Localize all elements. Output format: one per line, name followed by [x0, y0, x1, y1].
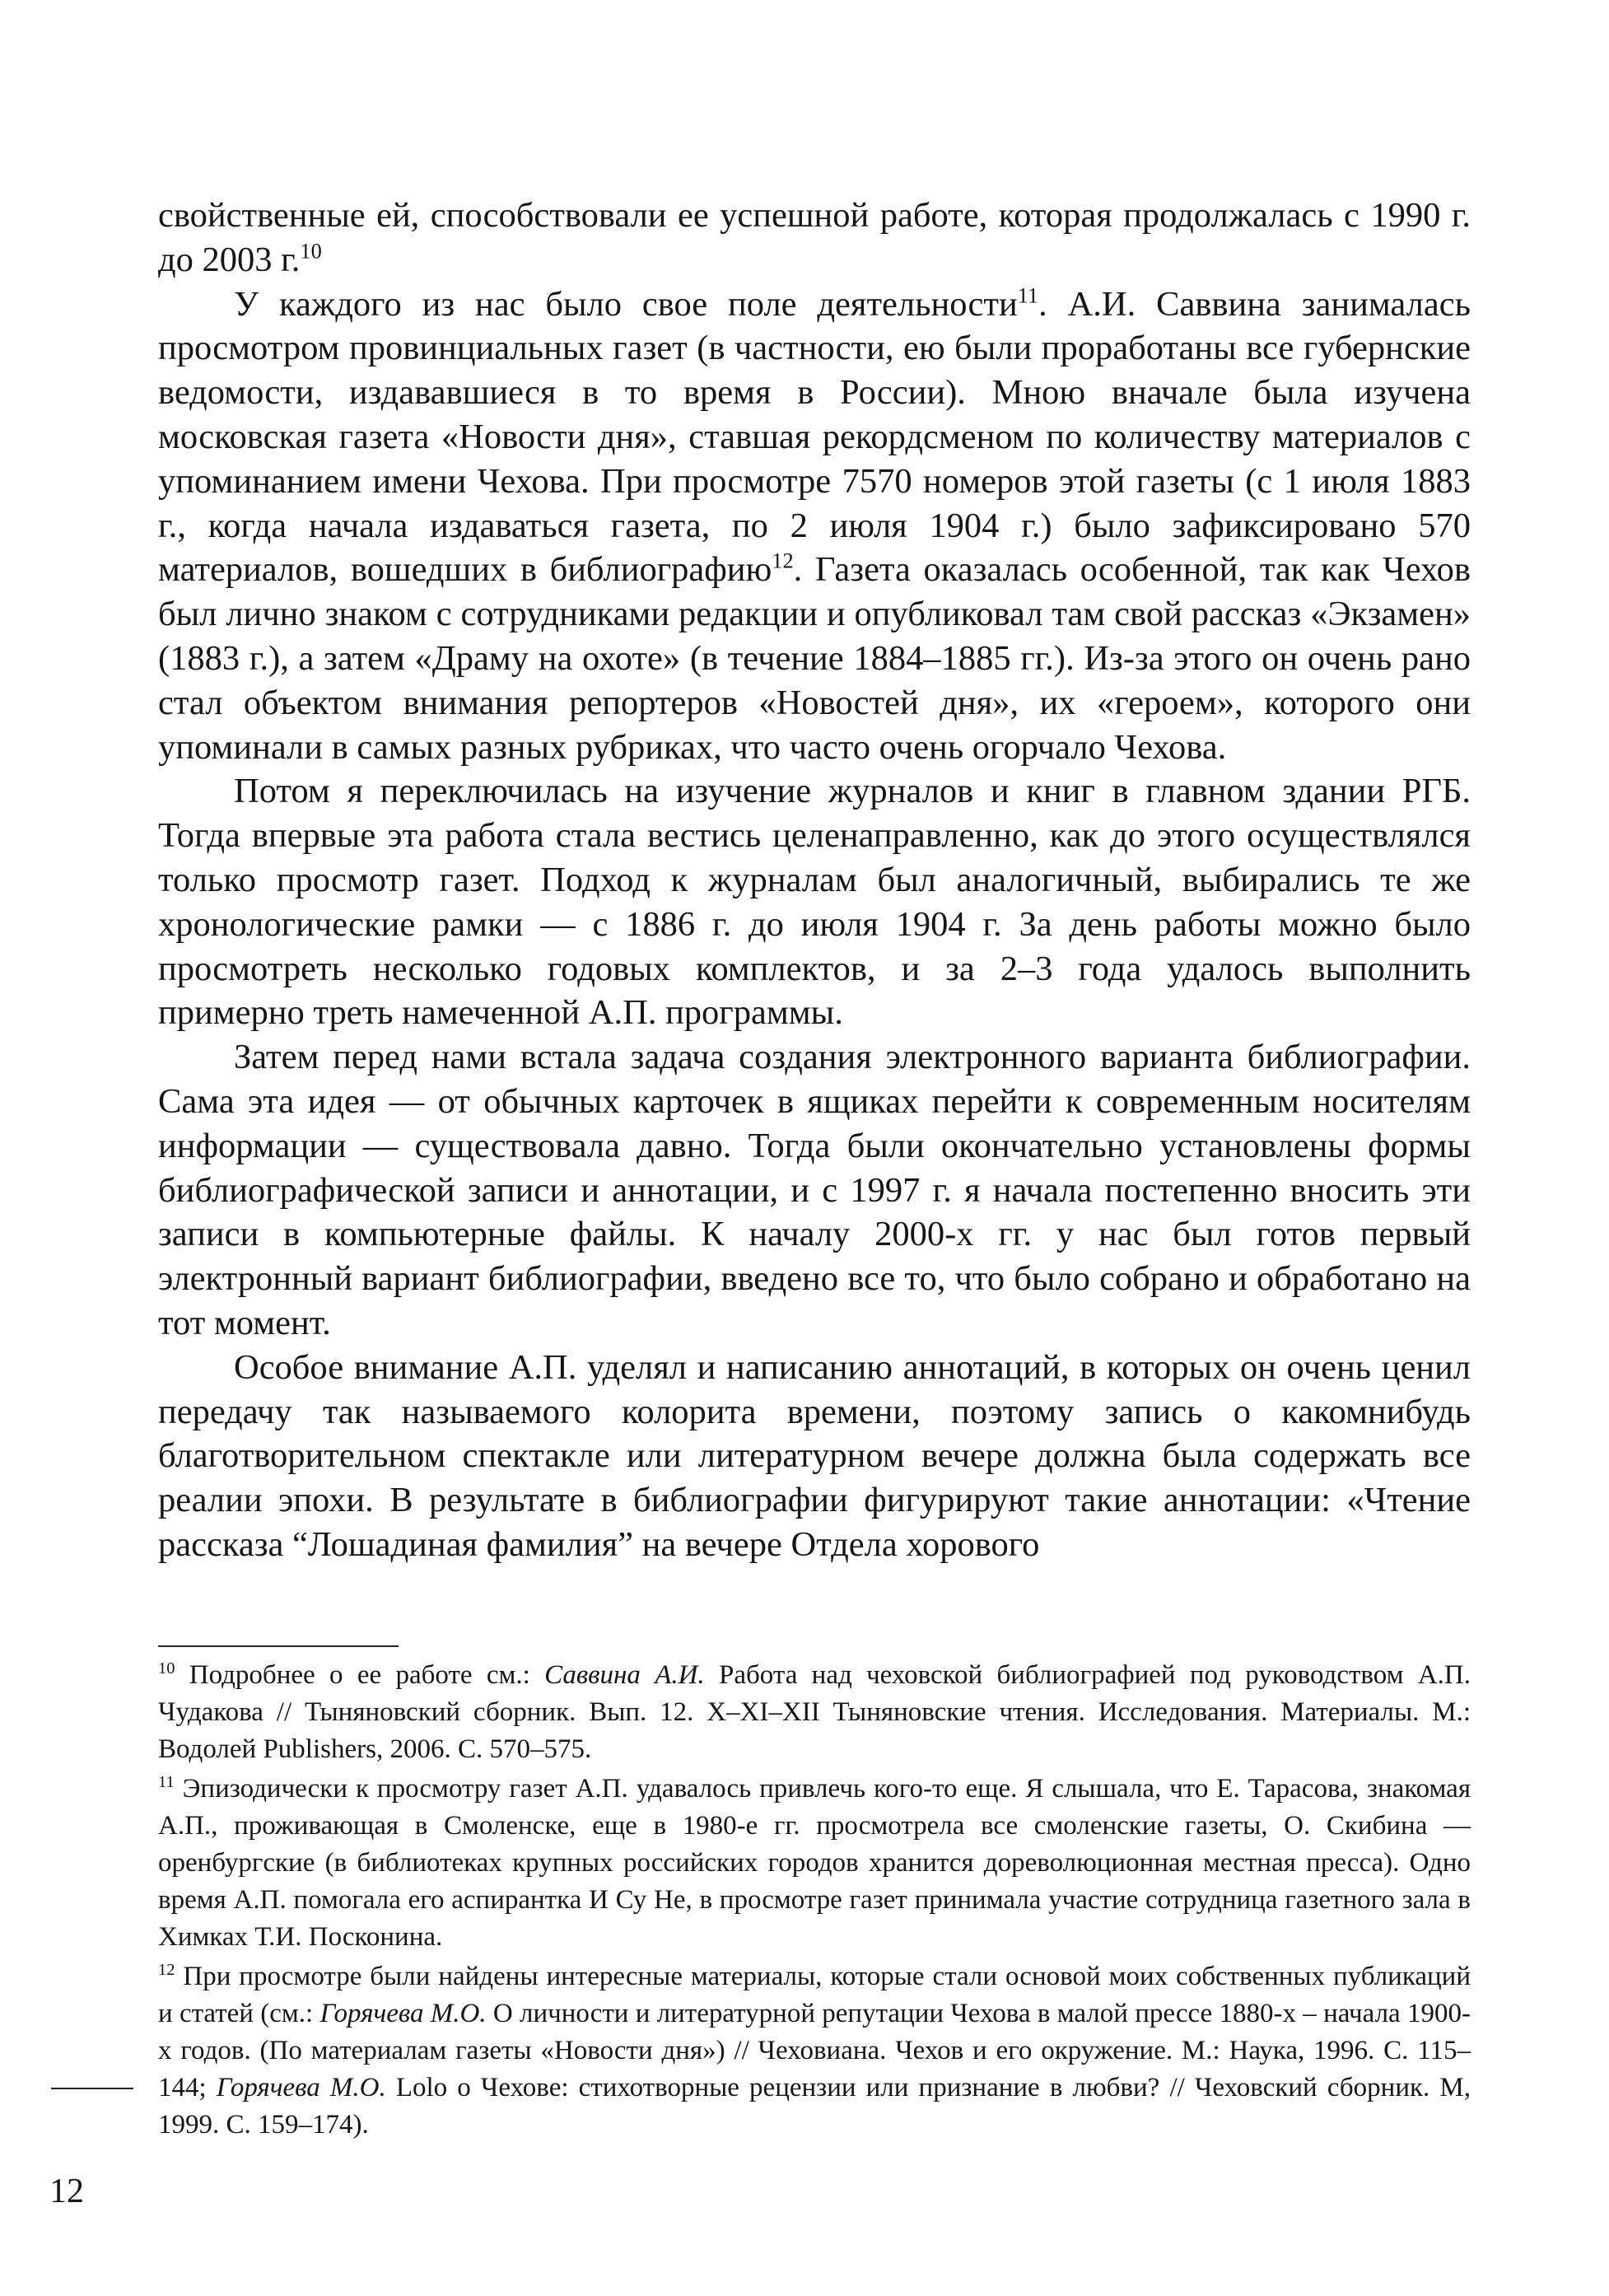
- footnote-text: При просмотре были найдены интересные материалы, которые стали основой моих собственных публикаций и статей (см.:: [158, 1962, 1471, 2028]
- paragraph: [158, 769, 1471, 1035]
- footnote-text: Lolo о Чехове: стихотворные рецензии или признание в любви? // Чеховский сборник. М, 1999. С. 159–174).: [158, 2073, 1471, 2140]
- footnote-ref[interactable]: 11: [1017, 283, 1039, 308]
- page-number: 12: [49, 2172, 84, 2210]
- footnote-text: Работа над чеховской библиографией под руководством А.П. Чудакова // Тыняновский сборник. Вып. 12. X–XI–XII Тыняновские чтения. Исследования. Материалы. М.: Водолей Publishers, 2006. С. 570–575.: [158, 1660, 1471, 1764]
- footnote-text: О личности и литературной репутации Чехова в малой прессе 1880-х – начала 1900-х годов. (По материалам газеты «Новости дня») // Чеховиана. Чехов и его окружение. М.: Наука, 1996. С. 115–144;: [158, 1999, 1471, 2102]
- paragraph: [158, 194, 1471, 282]
- footnotes: [158, 1657, 1471, 2146]
- paragraph-text: . Газета оказалась особенной, так как Чехов был лично знаком с сотрудниками редакции и опубликовал там свой рассказ «Экзамен» (1883 г.), а затем «Драму на охоте» (в течение 1884–1885 гг.). Из-за этого он очень рано стал объектом внимания репортеров «Новостей дня», их «героем», которого они упоминали в самых разных рубриках, что часто очень огорчало Чехова.: [158, 550, 1471, 767]
- footnote: [158, 1958, 1471, 2144]
- paragraph-text: Затем перед нами встала задача создания электронного варианта библиографии. Сама эта идея — от обычных карточек в ящиках перейти к современным носителям информации — существовала давно. Тогда были окончательно установлены формы библиографической записи и аннотации, и с 1997 г. я начала постепенно вносить эти записи в компьютерные файлы. К началу 2000-х гг. у нас был готов первый электронный вариант библиографии, введено все то, что было собрано и обработано на тот момент.: [158, 1038, 1471, 1342]
- paragraph-text: свойственные ей, способствовали ее успешной работе, которая продолжалась с 1990 г. до 2003 г.: [158, 196, 1471, 279]
- footnote-ref[interactable]: 10: [300, 239, 322, 264]
- margin-rule: [51, 2088, 133, 2089]
- paragraph: [158, 282, 1471, 770]
- paragraph-text: Потом я переключилась на изучение журналов и книг в главном здании РГБ. Тогда впервые эта работа стала вестись целенаправленно, как до этого осуществлялся только просмотр газет. Подход к журналам был аналогичный, выбирались те же хронологические рамки — с 1886 г. до июля 1904 г. За день работы можно было просмотреть несколько годовых комплектов, и за 2–3 года удалось выполнить примерно треть намеченной А.П. программы.: [158, 772, 1471, 1033]
- paragraph: [158, 1346, 1471, 1567]
- footnote-number: 10: [158, 1659, 175, 1678]
- footnote-ref[interactable]: 12: [772, 549, 794, 574]
- paragraph-text: Особое внимание А.П. уделял и написанию аннотаций, в которых он очень ценил передачу так называемого колорита времени, поэтому запись о какомнибудь благотворительном спектакле или литературном вечере должна была содержать все реалии эпохи. В результате в библиографии фигурируют такие аннотации: «Чтение рассказа “Лошадиная фамилия” на вечере Отдела хорового: [158, 1347, 1471, 1564]
- footnote-separator: [158, 1645, 399, 1647]
- main-text: [158, 194, 1471, 1567]
- footnote: [158, 1771, 1471, 1956]
- paragraph-text: . А.И. Саввина занималась просмотром провинциальных газет (в частности, ею были проработаны все губернские ведомости, издававшиеся в то время в России). Мною вначале была изучена московская газета «Новости дня», ставшая рекордсменом по количеству материалов с упоминанием имени Чехова. При просмотре 7570 номеров этой газеты (с 1 июля 1883 г., когда начала издаваться газета, по 2 июля 1904 г.) было зафиксировано 570 материалов, вошедших в библиографию: [158, 284, 1471, 590]
- footnote-number: 12: [158, 1961, 175, 1980]
- author-name: Горячева М.О.: [216, 2073, 386, 2102]
- author-name: Саввина А.И.: [544, 1660, 705, 1690]
- footnote: [158, 1657, 1471, 1768]
- footnote-text: Подробнее о ее работе см.:: [189, 1660, 545, 1690]
- paragraph: [158, 1035, 1471, 1346]
- paragraph-text: У каждого из нас было свое поле деятельности: [234, 284, 1018, 324]
- author-name: Горячева М.О.: [319, 1999, 487, 2028]
- footnote-number: 11: [158, 1773, 175, 1792]
- footnote-text: Эпизодически к просмотру газет А.П. удавалось привлечь кого-то еще. Я слышала, что Е. Тарасова, знакомая А.П., проживающая в Смоленске, еще в 1980-е гг. просмотрела все смоленские газеты, О. Скибина — оренбургские (в библиотеках крупных российских городов хранится дореволюционная местная пресса). Одно время А.П. помогала его аспирантка И Су Не, в просмотре газет принимала участие сотрудница газетного зала в Химках Т.И. Посконина.: [158, 1774, 1471, 1952]
